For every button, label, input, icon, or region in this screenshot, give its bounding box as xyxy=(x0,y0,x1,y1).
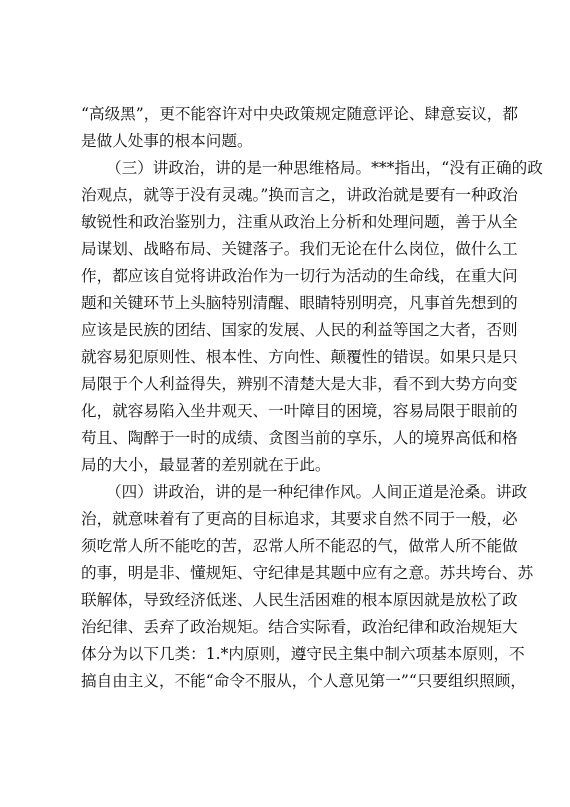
text-line: 治纪律、丢弃了政治规矩。结合实际看，政治纪律和政治规矩大 xyxy=(81,618,518,636)
paragraph-heading-line: （四）讲政治，讲的是一种纪律作风。人间正道是沧桑。讲政 xyxy=(106,483,528,501)
text-line: 搞自由主义，不能“命令不服从，个人意见第一”“只要组织照顾， xyxy=(81,672,526,690)
text-line: 局的大小，最显著的差别就在于此。 xyxy=(81,456,331,474)
text-line: 局限于个人利益得失，辨别不清楚大是大非，看不到大势方向变 xyxy=(81,375,518,393)
text-line: 作，都应该自觉将讲政治作为一切行为活动的生命线，在重大问 xyxy=(81,267,518,285)
text-line: 就容易犯原则性、根本性、方向性、颠覆性的错误。如果只是只 xyxy=(81,348,518,366)
text-line: 联解体，导致经济低迷、人民生活困难的根本原因就是放松了政 xyxy=(81,591,518,609)
text-line: 治，就意味着有了更高的目标追求，其要求自然不同于一般，必 xyxy=(81,510,518,528)
text-line: 治观点，就等于没有灵魂。”换而言之，讲政治就是要有一种政治 xyxy=(81,186,518,204)
text-line: 是做人处事的根本问题。 xyxy=(81,132,253,150)
text-line: 敏锐性和政治鉴别力，注重从政治上分析和处理问题，善于从全 xyxy=(81,213,518,231)
text-line: 局谋划、战略布局、关键落子。我们无论在什么岗位，做什么工 xyxy=(81,240,518,258)
text-line: “高级黑”，更不能容许对中央政策规定随意评论、肆意妄议，都 xyxy=(81,105,518,123)
text-line: 化，就容易陷入坐井观天、一叶障目的困境，容易局限于眼前的 xyxy=(81,402,518,420)
text-line: 体分为以下几类：1.*内原则，遵守民主集中制六项基本原则，不 xyxy=(81,645,525,663)
text-line: 须吃常人所不能吃的苦，忍常人所不能忍的气，做常人所不能做 xyxy=(81,537,518,555)
text-line: 应该是民族的团结、国家的发展、人民的利益等国之大者，否则 xyxy=(81,321,518,339)
text-line: 苟且、陶醉于一时的成绩、贪图当前的享乐，人的境界高低和格 xyxy=(81,429,518,447)
text-line: 的事，明是非、懂规矩、守纪律是其题中应有之意。苏共垮台、苏 xyxy=(81,564,534,582)
paragraph-heading-line: （三）讲政治，讲的是一种思维格局。***指出，“没有正确的政 xyxy=(106,159,543,177)
text-line: 题和关键环节上头脑特别清醒、眼睛特别明亮，凡事首先想到的 xyxy=(81,294,518,312)
